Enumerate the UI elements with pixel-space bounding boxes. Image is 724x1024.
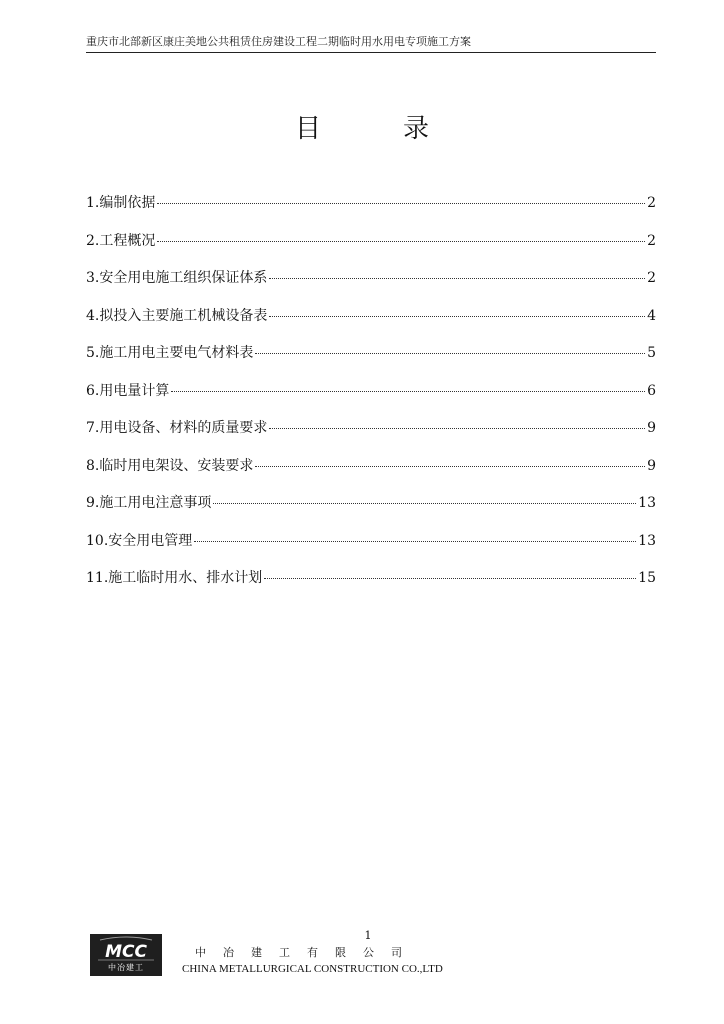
company-name-cn: 中冶建工有限公司 (195, 946, 419, 959)
toc-entry[interactable] (86, 567, 656, 605)
company-logo (90, 934, 162, 976)
toc-entry[interactable] (86, 267, 656, 305)
toc-entry-label: 9.施工用电注意事项 (86, 495, 212, 511)
toc-entry-page: 13 (638, 495, 656, 511)
logo-mark-text: MCC (105, 942, 147, 962)
toc-entry-label: 3.安全用电施工组织保证体系 (86, 270, 268, 286)
toc-entry[interactable] (86, 342, 656, 380)
toc-entry[interactable] (86, 230, 656, 268)
toc-entry-page: 2 (647, 195, 656, 211)
logo-mark-graphic (90, 934, 162, 964)
dot-leader (264, 578, 636, 579)
dot-leader (255, 353, 645, 354)
toc-entry-label: 6.用电量计算 (86, 382, 170, 399)
toc-entry-page: 2 (647, 232, 656, 249)
dot-leader (269, 278, 645, 279)
logo-caption: 中冶建工 (108, 963, 144, 972)
dot-leader (213, 503, 636, 504)
toc-entry-label: 1.编制依据 (86, 195, 156, 211)
toc-entry[interactable] (86, 192, 656, 230)
dot-leader (194, 541, 636, 542)
page-number: 1 (364, 929, 372, 942)
dot-leader (171, 391, 645, 392)
page-footer (90, 930, 650, 980)
dot-leader (255, 466, 645, 467)
toc-entry-label: 10.安全用电管理 (86, 532, 193, 549)
toc-entry-label: 7.用电设备、材料的质量要求 (86, 420, 268, 436)
running-header: 重庆市北部新区康庄美地公共租赁住房建设工程二期临时用水用电专项施工方案 (86, 36, 656, 53)
toc-entry-label: 11.施工临时用水、排水计划 (86, 570, 263, 586)
company-name-en: CHINA METALLURGICAL CONSTRUCTION CO.,LTD (182, 963, 443, 975)
toc-entry-page: 9 (647, 457, 656, 474)
toc-entry[interactable] (86, 380, 656, 418)
table-of-contents (86, 192, 656, 605)
toc-entry[interactable] (86, 530, 656, 568)
toc-entry[interactable] (86, 455, 656, 493)
toc-entry-label: 8.临时用电架设、安装要求 (86, 457, 254, 474)
toc-entry-page: 4 (647, 307, 656, 324)
dot-leader (157, 203, 645, 204)
toc-entry-page: 15 (638, 570, 656, 586)
toc-entry[interactable] (86, 417, 656, 455)
toc-entry-page: 2 (647, 270, 656, 286)
toc-entry-page: 6 (647, 382, 656, 399)
dot-leader (269, 428, 645, 429)
toc-entry[interactable] (86, 305, 656, 343)
toc-entry-label: 5.施工用电主要电气材料表 (86, 345, 254, 361)
page-title: 目 录 (294, 114, 457, 144)
toc-entry-page: 9 (647, 420, 656, 436)
toc-entry-label: 2.工程概况 (86, 232, 156, 249)
toc-entry-page: 5 (647, 345, 656, 361)
toc-entry[interactable] (86, 492, 656, 530)
toc-entry-label: 4.拟投入主要施工机械设备表 (86, 307, 268, 324)
toc-entry-page: 13 (638, 532, 656, 549)
dot-leader (269, 316, 645, 317)
dot-leader (157, 241, 645, 242)
